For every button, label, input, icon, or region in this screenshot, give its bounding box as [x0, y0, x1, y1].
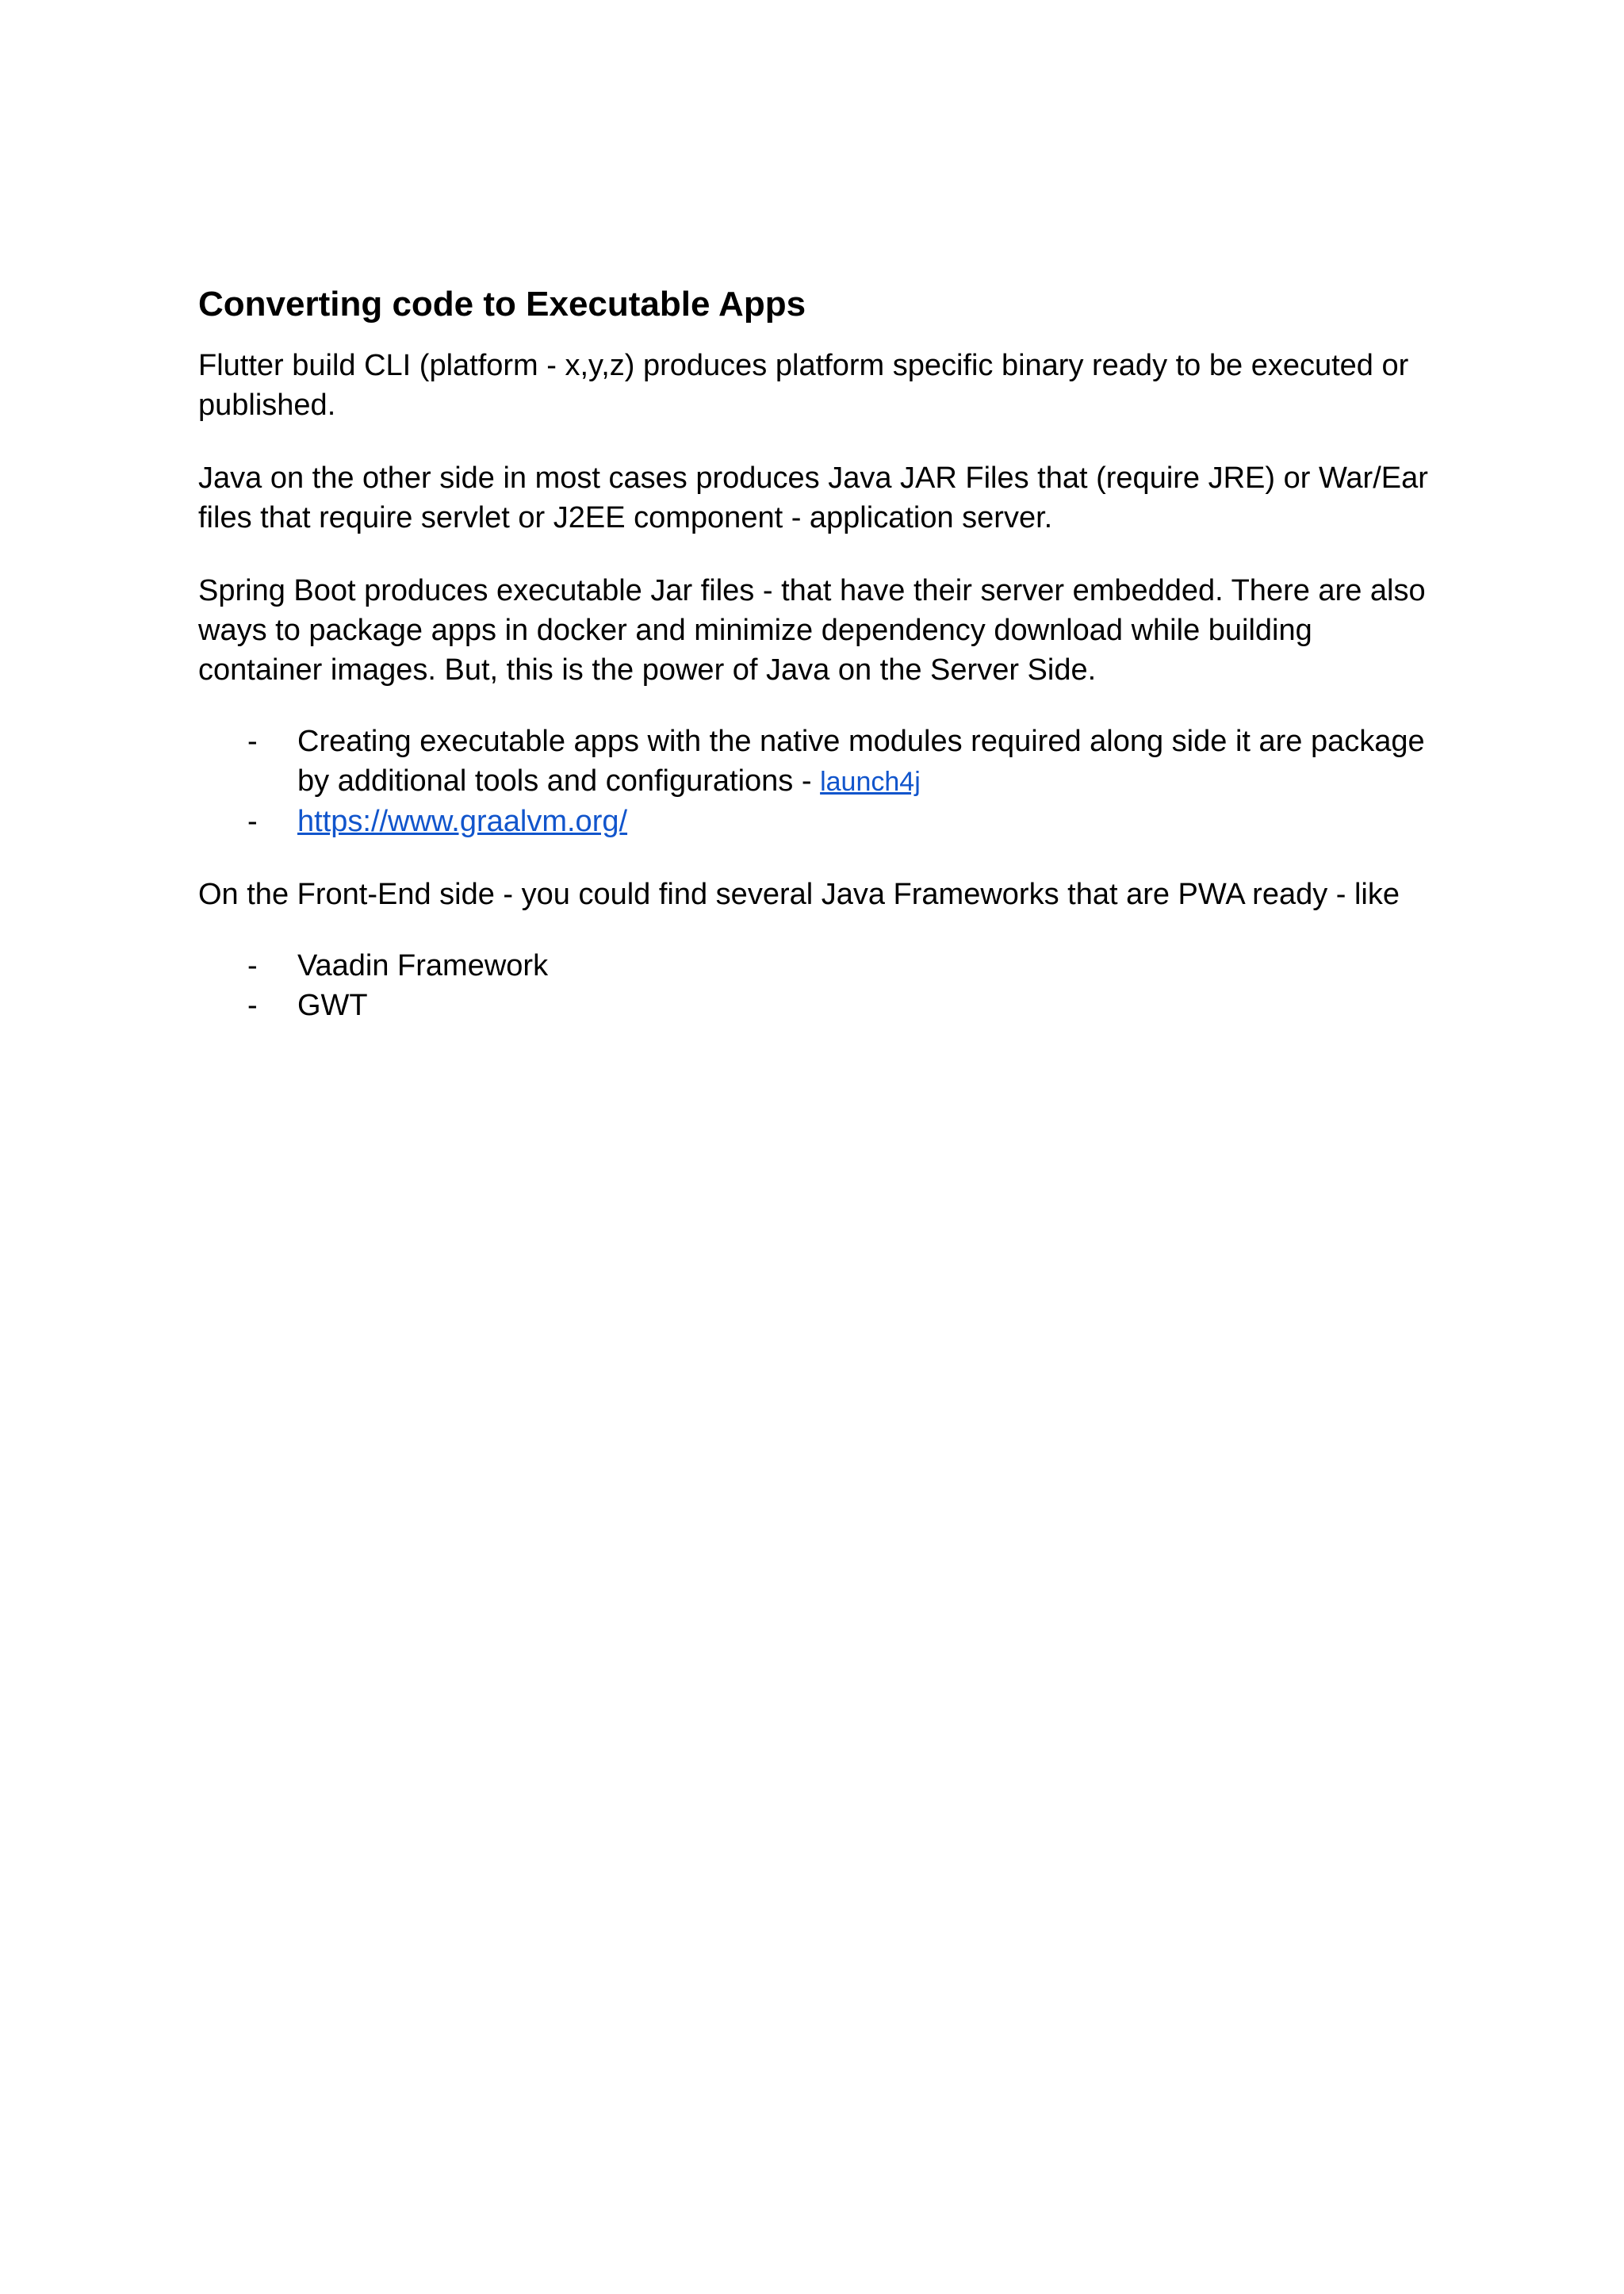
- paragraph-flutter: Flutter build CLI (platform - x,y,z) produces platform specific binary ready to be executed or published.: [198, 349, 1409, 422]
- list-item-gwt: [198, 986, 1435, 1025]
- paragraph-java: Java on the other side in most cases produces Java JAR Files that (require JRE) or War/Ear files that require servlet or J2EE component - application server.: [198, 461, 1428, 534]
- list-item-text: Creating executable apps with the native modules required along side it are package by additional tools and configurations -: [297, 725, 1425, 798]
- list-item-text: GWT: [297, 989, 368, 1022]
- paragraph-front-end: On the Front-End side - you could find several Java Frameworks that are PWA ready - like: [198, 878, 1400, 911]
- graalvm-link[interactable]: https://www.graalvm.org/: [297, 805, 628, 838]
- list-bullet: -: [247, 725, 258, 758]
- list-bullet: -: [247, 805, 258, 838]
- list-bullet: -: [247, 989, 258, 1022]
- paragraph-spring-boot: Spring Boot produces executable Jar files - that have their server embedded. There are also ways to package apps in docker and minimize dependency download while building container images. But, this is the power of Java on the Server Side.: [198, 574, 1426, 687]
- list-item-vaadin: [198, 946, 1435, 986]
- list-bullet: -: [247, 949, 258, 982]
- list-item-launch4j: [198, 722, 1435, 802]
- document-page: [198, 278, 1435, 1059]
- document-title: Converting code to Executable Apps: [198, 285, 806, 324]
- launch4j-link[interactable]: launch4j: [820, 767, 921, 797]
- list-item-graalvm: [198, 802, 1435, 841]
- list-item-text: Vaadin Framework: [297, 949, 549, 982]
- tools-list: [198, 722, 1435, 841]
- frameworks-list: [198, 946, 1435, 1025]
